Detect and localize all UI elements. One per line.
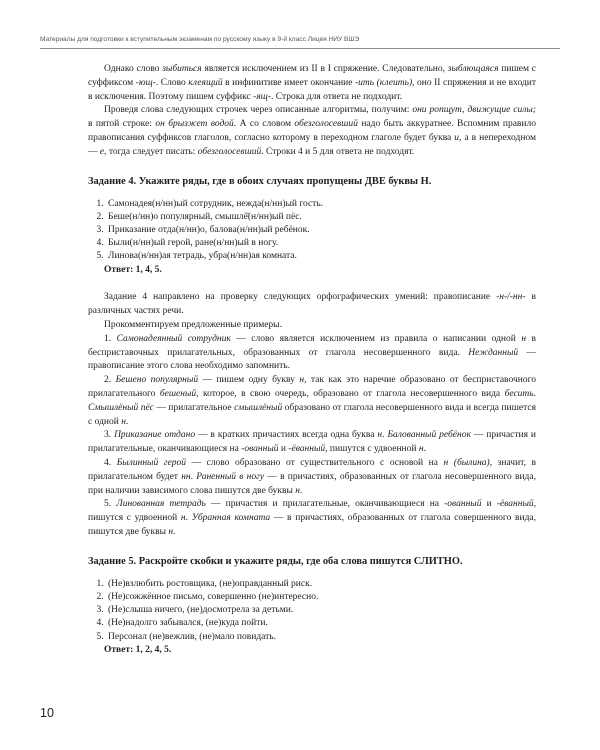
text-run: — причастия и прилагательные, оканчивающиеся на: [88, 430, 536, 455]
text-run: .: [173, 526, 176, 537]
list-item: 5. Линова(н/нн)ая тетрадь, убра(н/нн)ая комната.: [106, 250, 536, 263]
text-run: .: [190, 471, 197, 482]
text-run: .: [382, 430, 388, 441]
italic-run: -ёванный: [288, 444, 326, 455]
text-run: Однако слово: [104, 64, 163, 74]
text-run: и: [278, 444, 289, 455]
text-run: в инфинитиве имеет окончание: [222, 77, 355, 88]
italic-run: Бешено популярный: [115, 375, 199, 386]
italic-run: -ющ-: [135, 77, 156, 88]
italic-run: н: [168, 526, 174, 537]
italic-run: Нежданный: [468, 347, 519, 358]
italic-run: бешеный: [159, 388, 197, 399]
italic-run: Раненный в ногу: [196, 471, 265, 482]
italic-run: -ить (клеить): [355, 77, 413, 88]
list-item: 3. (Не)слыша ничего, (не)досмотрела за детьми.: [106, 604, 536, 617]
list-item: 1. Самонадея(н/нн)ый сотрудник, нежда(н/нн)ый гость.: [106, 198, 536, 211]
task-4-list: [88, 198, 536, 264]
text-run: Проведя слова следующих строчек через описанные алгоритмы, получим:: [104, 105, 413, 116]
text-run: — пишем одну букву: [198, 375, 300, 386]
italic-run: нн: [181, 471, 191, 482]
text-run: . Строки 4 и 5 для ответа не подходят.: [261, 146, 415, 157]
page-content: [88, 63, 536, 658]
text-run: образовано от глагола несовершенного вида и всегда пишется с одной: [88, 402, 536, 427]
task-4-answer: Ответ: 1, 4, 5.: [104, 264, 162, 275]
task-5-heading: Задание 5. Раскройте скобки и укажите ряды, где оба слова пишутся СЛИТНО.: [88, 555, 463, 567]
task-5-list: [88, 578, 536, 644]
text-run: 4.: [104, 457, 117, 468]
text-run: , пишутся с удвоенной: [325, 444, 419, 455]
italic-run: смышлёный: [234, 402, 283, 413]
text-run: надо быть аккуратнее. Вспомним правило правописания суффиксов глаголов, согласно которому в переходном глаголе будет буква: [88, 119, 536, 143]
italic-run: -ованный: [241, 444, 279, 455]
text-run: Задание 4 направлено на проверку следующих орфографических умений: правописание: [104, 292, 497, 303]
text-run: .: [423, 444, 426, 455]
text-run: .: [125, 416, 129, 427]
spacer: [88, 277, 536, 291]
text-run: .: [533, 388, 536, 399]
text-run: 2.: [104, 375, 116, 386]
list-item: 4. Были(н/нн)ый герой, ране(н/нн)ый в ногу.: [106, 237, 536, 250]
italic-run: е: [99, 146, 105, 157]
italic-run: н: [295, 485, 300, 496]
running-head: Материалы для подготовки к вступительным экзаменам по русскому языку в 9-й класс Лицея НИУ ВШЭ: [40, 36, 360, 43]
header-rule: [40, 48, 560, 49]
italic-run: н: [299, 375, 305, 386]
list-item: 2. Беше(н/нн)о популярный, смышлё̈(н/нн)ый пёс.: [106, 211, 536, 224]
text-run: , оно II спряжения и не входит в исключения. Поэтому пишем суффикс: [88, 77, 537, 102]
list-item: 5. Персонал (не)вежлив, (не)мало повидать.: [106, 631, 536, 644]
italic-run: -ёванный: [496, 499, 534, 510]
text-run: . А со словом: [233, 119, 295, 130]
text-run: — правописание этого слова необходимо запомнить.: [88, 347, 536, 372]
italic-run: Самонадеянный сотрудник: [116, 333, 231, 344]
italic-run: они ропщут, движущие силы;: [412, 105, 537, 116]
italic-run: Линованная тетрадь: [116, 499, 206, 510]
italic-run: -ованный: [444, 499, 482, 510]
italic-run: обезголосевший: [197, 146, 262, 157]
italic-run: н: [377, 430, 383, 441]
list-item: 3. Приказание отда(н/нн)о, балова(н/нн)ый ребёнок.: [106, 224, 536, 237]
text-run: . Строка для ответа не подходит.: [271, 91, 403, 102]
text-run: — в кратких причастиях всегда одна буква: [195, 430, 378, 441]
text-run: — причастия и прилагательные, оканчивающиеся на: [205, 499, 445, 510]
task-4-heading: Задание 4. Укажите ряды, где в обоих случаях пропущены ДВЕ буквы Н.: [88, 175, 432, 187]
text-run: и: [481, 499, 497, 510]
text-run: , тогда следует писать:: [104, 146, 198, 157]
text-run: , пишутся с удвоенной: [88, 499, 537, 524]
list-item: 1. (Не)взлюбить ростовщика, (не)оправданный риск.: [106, 578, 536, 591]
text-run: — в причастиях, образованных от глагола совершенного вида, пишутся две буквы: [88, 513, 537, 537]
text-run: , которое, в свою очередь, образовано от глагола несовершенного вида: [196, 388, 505, 399]
italic-run: н: [121, 416, 126, 427]
text-run: в пятой строке:: [88, 119, 156, 130]
italic-run: он брызжет водой: [155, 119, 234, 130]
italic-run: клеящий: [188, 77, 223, 88]
italic-run: н: [418, 444, 424, 455]
italic-run: Балованный ребёнок: [387, 430, 471, 441]
italic-run: н: [180, 513, 186, 524]
italic-run: Смышлёный пёс: [88, 402, 154, 413]
italic-run: -н-/-нн-: [496, 292, 526, 303]
text-run: — слово является исключением из правила о написании одной: [230, 333, 522, 344]
italic-run: обезголосевший: [294, 119, 358, 130]
text-run: в бесприставочных прилагательных, образованных от глагола несовершенного вида.: [88, 333, 537, 358]
italic-run: Былинный герой: [116, 457, 186, 468]
task-4-comment-2: [88, 374, 536, 429]
text-run: 5.: [104, 499, 117, 510]
intro-paragraph-2: [88, 104, 536, 159]
text-run: — в причастиях, образованных от глагола несовершенного вида, при наличии зависимого слова пишутся две буквы: [88, 471, 536, 496]
page-number: 10: [40, 706, 54, 720]
text-run: — слово образовано от существительного с основой на: [185, 457, 444, 468]
text-run: пишем с суффиксом: [88, 64, 537, 88]
text-run: 3.: [104, 430, 115, 441]
italic-run: Приказание отдано: [114, 430, 196, 441]
task-4-explanation-intro: [88, 291, 536, 319]
task-4-comment-3: [88, 429, 536, 457]
task-4-comment-4: [88, 457, 536, 498]
task-5-answer: Ответ: 1, 2, 4, 5.: [104, 644, 172, 655]
task-4-explanation-lead: [88, 319, 536, 333]
text-run: , значит, в прилагательном будет: [88, 457, 537, 482]
task-4-comment-5: [88, 498, 536, 539]
italic-run: зыблющаяся: [447, 64, 499, 74]
italic-run: бесить: [504, 388, 534, 399]
text-run: в различных частях речи.: [88, 292, 536, 317]
text-run: Прокомментируем предложенные примеры.: [104, 319, 282, 330]
text-run: — прилагательное: [153, 402, 235, 413]
italic-run: зыбиться: [162, 64, 202, 74]
italic-run: Убранная комната: [191, 513, 271, 524]
italic-run: и: [454, 132, 460, 143]
italic-run: н (былина): [443, 457, 490, 468]
intro-paragraph-1: [88, 63, 536, 104]
text-run: .: [185, 513, 192, 524]
text-run: .: [299, 485, 303, 496]
task-4-comment-1: [88, 333, 536, 374]
list-item: 4. (Не)надолго забывался, (не)куда пойти.: [106, 617, 536, 630]
text-run: является исключением из II в I спряжение. Следовательно,: [201, 64, 448, 74]
italic-run: н: [521, 333, 527, 344]
text-run: , так как это наречие образовано от бесприставочного прилагательного: [88, 375, 537, 399]
italic-run: -ящ-: [253, 91, 271, 102]
text-run: . Слово: [155, 77, 189, 88]
text-run: 1.: [104, 333, 117, 344]
list-item: 2. (Не)сожжённое письмо, совершенно (не)интересно.: [106, 591, 536, 604]
text-run: , а в непереходном —: [88, 132, 536, 157]
